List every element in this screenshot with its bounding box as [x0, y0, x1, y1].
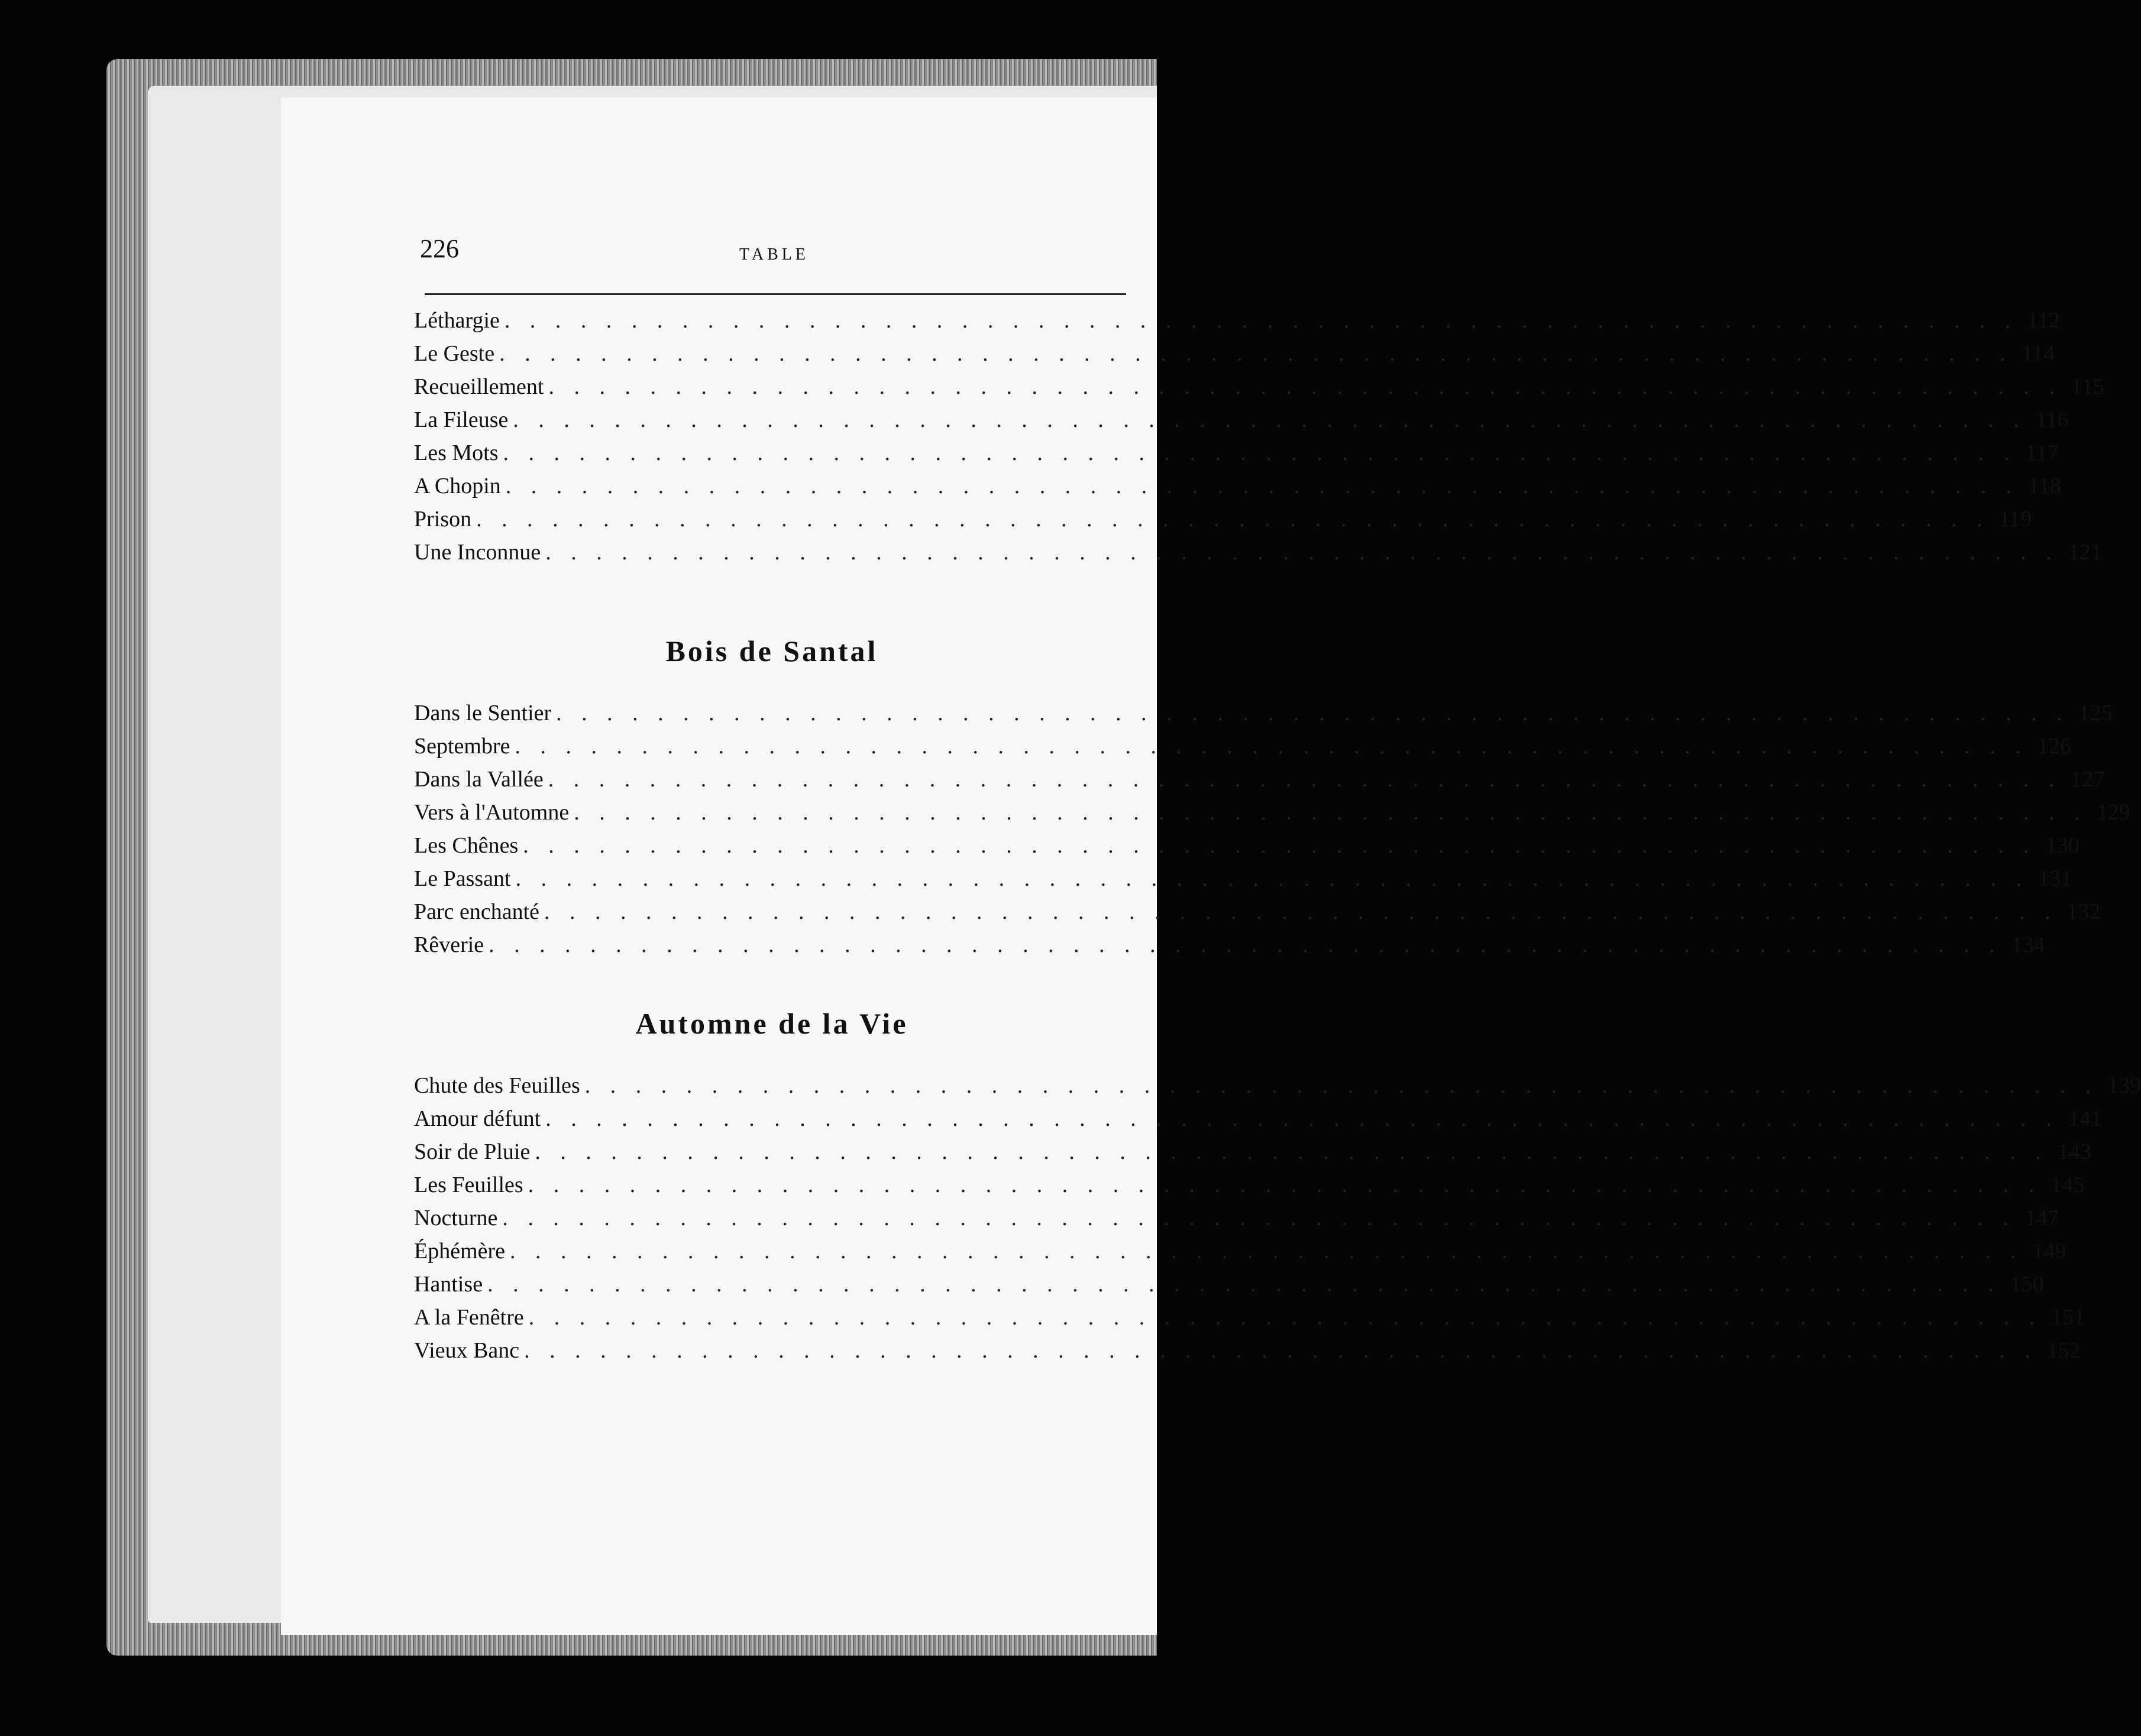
toc-entry — [414, 1238, 2066, 1271]
running-title: TABLE — [739, 245, 809, 264]
toc-entry-page: 147 — [2024, 1206, 2059, 1230]
toc-entry-page: 134 — [2011, 932, 2045, 957]
toc-section-bois-de-santal — [414, 633, 2130, 965]
toc-entry — [414, 932, 2045, 965]
toc-entry — [414, 1139, 2091, 1172]
toc-entry-page: 119 — [1998, 507, 2032, 532]
toc-entry-page: 114 — [2022, 341, 2055, 366]
toc-entry-title: Dans le Sentier — [414, 701, 552, 726]
toc-entry — [414, 700, 2113, 733]
toc-entry — [414, 539, 2102, 572]
toc-entry-page: 132 — [2066, 899, 2101, 924]
toc-entry-page: 130 — [2045, 833, 2079, 858]
dot-leader: . . . . . . . . . . . . . . . . . . . . . . . . . . . . . . . . . . . . . . . . . . . . . . . . . . . . . . . . . . . . — [515, 866, 2029, 891]
toc-entry-title: Les Chênes — [414, 833, 519, 858]
toc-entry — [414, 440, 2059, 473]
toc-entry-title: Parc enchanté — [414, 899, 540, 924]
toc-entry-title: Éphémère — [414, 1239, 506, 1264]
toc-entry-page: 149 — [2032, 1239, 2066, 1264]
toc-entry — [414, 1205, 2059, 1238]
toc-entry-page: 126 — [2037, 734, 2072, 759]
toc-entry-title: Prison — [414, 507, 472, 532]
toc-entry-page: 143 — [2057, 1139, 2091, 1164]
dot-leader: . . . . . . . . . . . . . . . . . . . . . . . . . . . . . . . . . . . . . . . . . . . . . . . . . . . . . . . . . . . . — [528, 1305, 2042, 1330]
dot-leader: . . . . . . . . . . . . . . . . . . . . . . . . . . . . . . . . . . . . . . . . . . . . . . . . . . . . . . . . . . . . — [487, 1272, 2001, 1297]
toc-entry-title: Soir de Pluie — [414, 1139, 531, 1164]
section-title: Automne de la Vie — [635, 1007, 908, 1040]
dot-leader: . . . . . . . . . . . . . . . . . . . . . . . . . . . . . . . . . . . . . . . . . . . . . . . . . . . . . . . . . . . . — [535, 1139, 2048, 1164]
toc-entry-title: Septembre — [414, 734, 510, 759]
toc-entry-page: 127 — [2071, 767, 2105, 792]
toc-entry-title: Nocturne — [414, 1206, 498, 1230]
toc-entry-page: 125 — [2078, 701, 2113, 726]
toc-entry — [414, 1337, 2081, 1371]
toc-entry — [414, 341, 2055, 374]
dot-leader: . . . . . . . . . . . . . . . . . . . . . . . . . . . . . . . . . . . . . . . . . . . . . . . . . . . . . . . . . . . . — [584, 1073, 2098, 1098]
toc-entry — [414, 833, 2079, 866]
dot-leader: . . . . . . . . . . . . . . . . . . . . . . . . . . . . . . . . . . . . . . . . . . . . . . . . . . . . . . . . . . . . — [515, 734, 2029, 759]
dot-leader: . . . . . . . . . . . . . . . . . . . . . . . . . . . . . . . . . . . . . . . . . . . . . . . . . . . . . . . . . . . . — [503, 441, 2016, 465]
toc-entry-page: 151 — [2051, 1305, 2085, 1330]
toc-entry-title: Le Passant — [414, 866, 511, 891]
dot-leader: . . . . . . . . . . . . . . . . . . . . . . . . . . . . . . . . . . . . . . . . . . . . . . . . . . . . . . . . . . . . — [502, 1206, 2016, 1230]
page-number: 226 — [420, 234, 459, 263]
dot-leader: . . . . . . . . . . . . . . . . . . . . . . . . . . . . . . . . . . . . . . . . . . . . . . . . . . . . . . . . . . . . — [548, 767, 2062, 792]
toc-entry-title: Hantise — [414, 1272, 483, 1297]
toc-entry-title: Léthargie — [414, 308, 500, 333]
dot-leader: . . . . . . . . . . . . . . . . . . . . . . . . . . . . . . . . . . . . . . . . . . . . . . . . . . . . . . . . . . . . — [548, 374, 2062, 399]
toc-entry-page: 117 — [2026, 441, 2059, 465]
section-title: Bois de Santal — [665, 634, 878, 668]
toc-entry — [414, 733, 2072, 766]
dot-leader: . . . . . . . . . . . . . . . . . . . . . . . . . . . . . . . . . . . . . . . . . . . . . . . . . . . . . . . . . . . . — [510, 1239, 2023, 1264]
toc-entry — [414, 1271, 2044, 1304]
header-rule — [425, 293, 1126, 295]
dot-leader: . . . . . . . . . . . . . . . . . . . . . . . . . . . . . . . . . . . . . . . . . . . . . . . . . . . . . . . . . . . . — [574, 800, 2087, 825]
toc-entry-page: 115 — [2071, 374, 2104, 399]
toc-entry — [414, 899, 2101, 932]
page-header — [420, 234, 1126, 287]
toc-entry — [414, 407, 2069, 440]
dot-leader: . . . . . . . . . . . . . . . . . . . . . . . . . . . . . . . . . . . . . . . . . . . . . . . . . . . . . . . . . . . . — [513, 407, 2026, 432]
dot-leader: . . . . . . . . . . . . . . . . . . . . . . . . . . . . . . . . . . . . . . . . . . . . . . . . . . . . . . . . . . . . — [524, 1338, 2037, 1363]
toc-entry-title: Amour défunt — [414, 1106, 541, 1131]
toc-entry — [414, 506, 2032, 539]
toc-entry-title: Les Feuilles — [414, 1173, 523, 1197]
toc-entry-title: Les Mots — [414, 441, 499, 465]
toc-entry-title: La Fileuse — [414, 407, 509, 432]
toc-section-automne-de-la-vie — [414, 1005, 2141, 1371]
toc-entry-page: 152 — [2046, 1338, 2081, 1363]
dot-leader: . . . . . . . . . . . . . . . . . . . . . . . . . . . . . . . . . . . . . . . . . . . . . . . . . . . . . . . . . . . . — [504, 308, 2018, 333]
toc-entry-title: Chute des Feuilles — [414, 1073, 580, 1098]
toc-list — [414, 307, 2104, 572]
toc-entry-page: 139 — [2107, 1073, 2141, 1098]
dot-leader: . . . . . . . . . . . . . . . . . . . . . . . . . . . . . . . . . . . . . . . . . . . . . . . . . . . . . . . . . . . . — [523, 833, 2036, 858]
toc-entry-title: Dans la Vallée — [414, 767, 544, 792]
toc-entry — [414, 766, 2105, 799]
toc-list — [414, 1073, 2141, 1371]
toc-entry — [414, 799, 2130, 833]
toc-entry-page: 141 — [2068, 1106, 2102, 1131]
toc-entry — [414, 1073, 2141, 1106]
dot-leader: . . . . . . . . . . . . . . . . . . . . . . . . . . . . . . . . . . . . . . . . . . . . . . . . . . . . . . . . . . . . — [556, 701, 2069, 726]
toc-entry — [414, 1172, 2085, 1205]
toc-entry-title: Rêverie — [414, 932, 484, 957]
toc-entry-title: Vieux Banc — [414, 1338, 520, 1363]
toc-entry-page: 116 — [2035, 407, 2069, 432]
toc-entry-page: 145 — [2051, 1173, 2085, 1197]
toc-entry-page: 118 — [2028, 474, 2061, 498]
toc-entry — [414, 1304, 2085, 1337]
toc-entry-title: Une Inconnue — [414, 540, 541, 565]
dot-leader: . . . . . . . . . . . . . . . . . . . . . . . . . . . . . . . . . . . . . . . . . . . . . . . . . . . . . . . . . . . . — [489, 932, 2002, 957]
toc-list — [414, 700, 2130, 965]
toc-entry — [414, 374, 2104, 407]
toc-entry-title: A Chopin — [414, 474, 501, 498]
dot-leader: . . . . . . . . . . . . . . . . . . . . . . . . . . . . . . . . . . . . . . . . . . . . . . . . . . . . . . . . . . . . — [505, 474, 2019, 498]
dot-leader: . . . . . . . . . . . . . . . . . . . . . . . . . . . . . . . . . . . . . . . . . . . . . . . . . . . . . . . . . . . . — [499, 341, 2013, 366]
toc-entry-page: 121 — [2068, 540, 2102, 565]
toc-entry-title: Le Geste — [414, 341, 495, 366]
toc-entry-page: 129 — [2096, 800, 2130, 825]
dot-leader: . . . . . . . . . . . . . . . . . . . . . . . . . . . . . . . . . . . . . . . . . . . . . . . . . . . . . . . . . . . . — [476, 507, 1990, 532]
dot-leader: . . . . . . . . . . . . . . . . . . . . . . . . . . . . . . . . . . . . . . . . . . . . . . . . . . . . . . . . . . . . — [545, 540, 2059, 565]
dot-leader: . . . . . . . . . . . . . . . . . . . . . . . . . . . . . . . . . . . . . . . . . . . . . . . . . . . . . . . . . . . . — [545, 1106, 2059, 1131]
toc-entry — [414, 473, 2061, 506]
dot-leader: . . . . . . . . . . . . . . . . . . . . . . . . . . . . . . . . . . . . . . . . . . . . . . . . . . . . . . . . . . . . — [544, 899, 2058, 924]
dot-leader: . . . . . . . . . . . . . . . . . . . . . . . . . . . . . . . . . . . . . . . . . . . . . . . . . . . . . . . . . . . . — [528, 1173, 2042, 1197]
toc-entry-page: 150 — [2010, 1272, 2044, 1297]
toc-entry-page: 131 — [2038, 866, 2072, 891]
toc-entry-title: Vers à l'Automne — [414, 800, 570, 825]
toc-entry — [414, 866, 2072, 899]
toc-section-continued — [414, 307, 2104, 572]
toc-entry-title: Recueillement — [414, 374, 544, 399]
toc-entry — [414, 307, 2060, 341]
toc-entry-title: A la Fenêtre — [414, 1305, 524, 1330]
toc-entry — [414, 1106, 2102, 1139]
toc-entry-page: 112 — [2027, 308, 2060, 333]
